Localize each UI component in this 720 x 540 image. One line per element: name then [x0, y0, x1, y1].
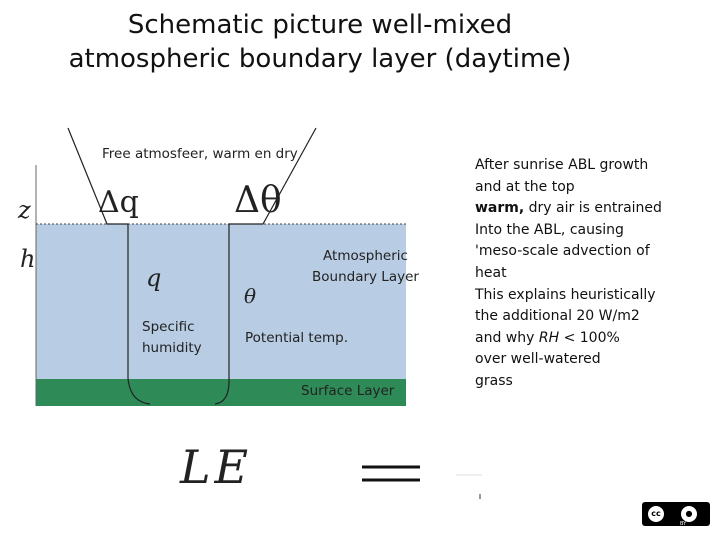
creative-commons-by-icon	[642, 502, 710, 526]
cc-circle-icon: cc	[647, 505, 665, 523]
title-line-2: atmospheric boundary layer (daytime)	[68, 44, 572, 74]
side-line-5: 'meso-scale advection of	[475, 243, 650, 260]
explanation-text	[475, 155, 695, 393]
warm-bold: warm,	[475, 200, 525, 217]
side-line-10: over well-watered	[475, 351, 601, 368]
side-line-1: After sunrise ABL growth	[475, 157, 649, 173]
title-line-1: Schematic picture well-mixed	[127, 10, 513, 40]
potential-temp-label: Potential temp.	[245, 330, 349, 346]
by-label: BY	[680, 521, 687, 527]
specific-humidity-line-1: Specific	[142, 319, 195, 335]
equation-lhs: LE	[180, 440, 253, 494]
side-line-9: and why RH < 100%	[475, 329, 620, 346]
abl-label-line-1: Atmospheric	[323, 248, 408, 264]
side-line-4: Into the ABL, causing	[475, 221, 624, 238]
side-line-8: the additional 20 W/m2	[475, 308, 640, 325]
abl-label	[312, 246, 419, 288]
side-line-11: grass	[475, 372, 513, 389]
side-line-2: and at the top	[475, 178, 575, 195]
abl-label-line-2: Boundary Layer	[312, 269, 419, 285]
side-line-7: This explains heuristically	[475, 286, 656, 303]
specific-humidity-line-2: humidity	[142, 340, 202, 356]
person-circle-icon: ●	[680, 505, 698, 523]
theta-label: θ	[244, 284, 257, 308]
q-label: q	[146, 264, 162, 292]
side-line-6: heat	[475, 264, 507, 281]
h-axis-label: h	[20, 245, 36, 273]
side-line-3: warm, dry air is entrained	[475, 200, 662, 217]
free-atmosphere-label: Free atmosfeer, warm en dry	[102, 146, 298, 162]
z-axis-label: z	[18, 196, 31, 224]
delta-theta-label: Δθ	[234, 180, 282, 221]
delta-q-label: Δq	[98, 185, 139, 220]
surface-layer-label: Surface Layer	[301, 383, 395, 399]
rh-italic: RH	[538, 329, 560, 346]
specific-humidity-label	[142, 317, 202, 359]
